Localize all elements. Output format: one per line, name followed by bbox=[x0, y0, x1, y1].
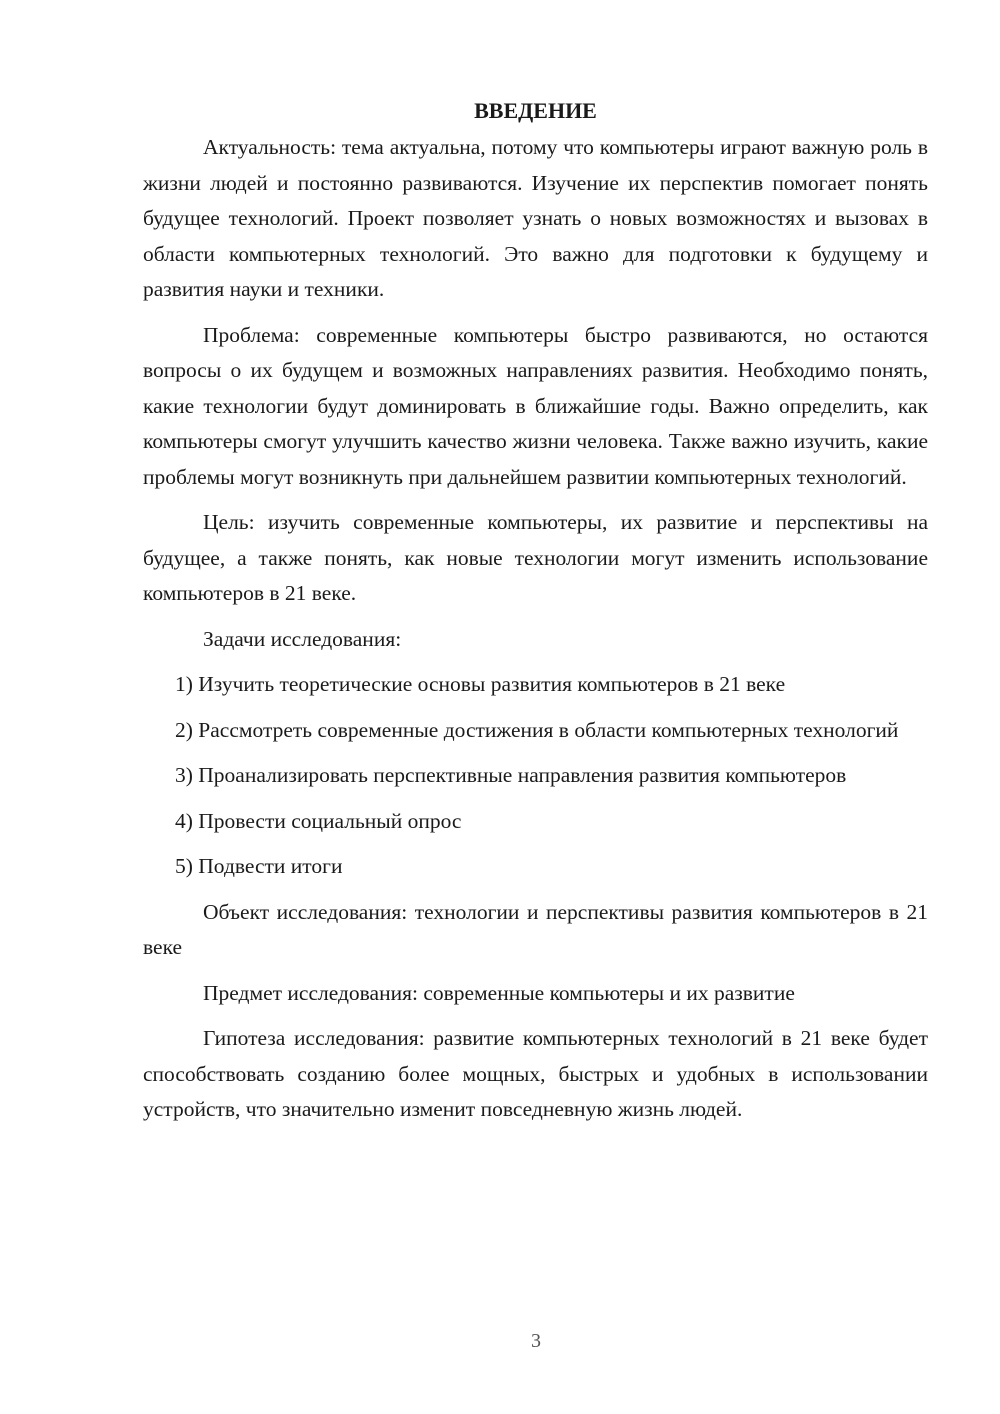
paragraph-tasks-heading: Задачи исследования: bbox=[203, 626, 402, 651]
paragraph-object: Объект исследования: технологии и перспективы развития компьютеров в 21 веке bbox=[143, 899, 928, 959]
paragraph-subject: Предмет исследования: современные компьютеры и их развитие bbox=[203, 980, 795, 1005]
task-item-3: 3) Проанализировать перспективные направления развития компьютеров bbox=[175, 763, 847, 787]
paragraph-goal: Цель: изучить современные компьютеры, их развитие и перспективы на будущее, а также понять, как новые технологии могут изменить использование компьютеров в 21 веке. bbox=[143, 510, 928, 605]
document-page bbox=[143, 96, 928, 1138]
page-number: 3 bbox=[531, 1330, 541, 1352]
page-title: ВВЕДЕНИЕ bbox=[474, 98, 597, 123]
paragraph-problem: Проблема: современные компьютеры быстро развиваются, но остаются вопросы о их будущем и возможных направлениях развития. Необходимо понять, какие технологии будут доминировать в ближайшие годы. Важно определить, как компьютеры смогут улучшить качество жизни человека. Также важно изучить, какие проблемы могут возникнуть при дальнейшем развитии компьютерных технологий. bbox=[143, 322, 928, 489]
paragraph-relevance: Актуальность: тема актуальна, потому что компьютеры играют важную роль в жизни людей и постоянно развиваются. Изучение их перспектив помогает понять будущее технологий. Проект позволяет узнать о новых возможностях и вызовах в области компьютерных технологий. Это важно для подготовки к будущему и развития науки и техники. bbox=[143, 135, 928, 301]
paragraph-hypothesis: Гипотеза исследования: развитие компьютерных технологий в 21 веке будет способствовать созданию более мощных, быстрых и удобных в использовании устройств, что значительно изменит повседневную жизнь людей. bbox=[143, 1026, 928, 1121]
task-item-5: 5) Подвести итоги bbox=[175, 854, 343, 878]
task-item-1: 1) Изучить теоретические основы развития компьютеров в 21 веке bbox=[175, 672, 786, 696]
task-item-4: 4) Провести социальный опрос bbox=[175, 808, 462, 833]
task-item-2: 2) Рассмотреть современные достижения в области компьютерных технологий bbox=[175, 717, 899, 742]
